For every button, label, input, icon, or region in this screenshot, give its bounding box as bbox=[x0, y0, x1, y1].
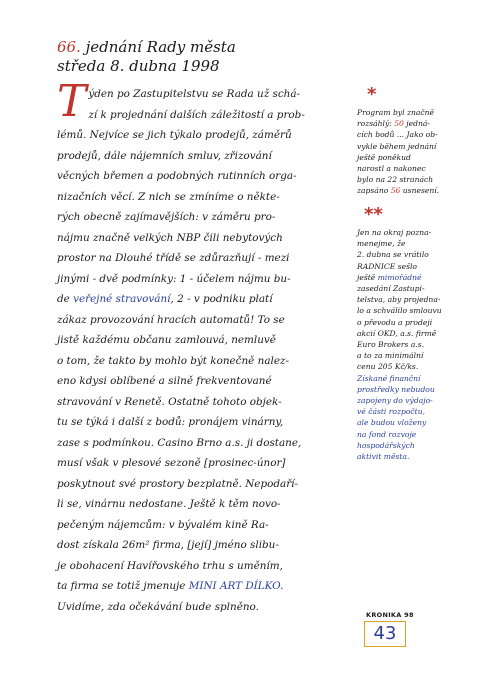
side-note-line bbox=[357, 163, 475, 174]
side-note-highlight: aktivit města. bbox=[357, 452, 410, 462]
side-note-line bbox=[357, 129, 475, 140]
main-text-text: eno kdysi oblíbené a silně frekventované bbox=[57, 375, 272, 387]
main-text-text: dost získala 26m² firma, [její] jméno slibu- bbox=[57, 539, 279, 551]
side-note-line bbox=[357, 227, 475, 238]
main-text-text: li se, vinárnu nedostane. Ještě k těm novo- bbox=[57, 498, 281, 510]
side-note-line bbox=[357, 406, 475, 417]
side-note-extraordinary-session bbox=[357, 227, 475, 462]
main-text-line bbox=[57, 248, 347, 269]
side-note-line bbox=[357, 141, 475, 152]
asterisk-marker-1: * bbox=[367, 84, 377, 105]
side-note-text: bylo na 22 stranách bbox=[357, 175, 434, 185]
side-note-text: usnesení. bbox=[400, 186, 440, 196]
main-text-text: Uvidíme, zda očekávání bude splněno. bbox=[57, 600, 259, 613]
side-note-text: Jen na okraj pozna- bbox=[357, 228, 432, 237]
side-note-line bbox=[357, 384, 475, 395]
side-note-highlight: mimořádné bbox=[377, 272, 422, 282]
side-note-text: RADNICE sešlo bbox=[357, 261, 417, 271]
side-note-line bbox=[357, 238, 475, 249]
side-note-line bbox=[357, 272, 475, 283]
main-text-line bbox=[57, 494, 347, 515]
side-note-line bbox=[357, 305, 475, 316]
side-note-line bbox=[357, 152, 475, 163]
main-text-text: prostor na Dlouhé třídě se zdůrazňují - mezi bbox=[57, 252, 290, 264]
main-text-line bbox=[57, 289, 347, 310]
main-text-text: de bbox=[57, 293, 74, 305]
side-note-line bbox=[357, 417, 475, 428]
main-text-line bbox=[57, 371, 347, 392]
side-note-text: vykle během jednání bbox=[357, 141, 437, 151]
side-note-line bbox=[357, 440, 475, 451]
side-note-highlight: 50 bbox=[394, 119, 404, 129]
main-text-text: o tom, že takto by mohlo být konečně nalez- bbox=[57, 354, 289, 367]
side-note-line bbox=[357, 283, 475, 294]
main-text-line bbox=[57, 535, 347, 556]
side-note-line bbox=[357, 261, 475, 272]
main-text-text: nizačních věcí. Z nich se zmíníme o někte- bbox=[57, 190, 280, 203]
side-note-line bbox=[357, 451, 475, 462]
side-note-text: zasedání Zastupi- bbox=[357, 284, 425, 294]
main-text-line bbox=[57, 166, 347, 187]
side-note-text: narostl a nakonec bbox=[357, 164, 426, 174]
main-text-line bbox=[57, 269, 347, 290]
side-note-line bbox=[357, 317, 475, 328]
main-text-line bbox=[57, 515, 347, 536]
main-text-text: jinými - dvě podmínky: 1 - účelem nájmu bu- bbox=[57, 272, 291, 285]
side-note-text: cenu 205 Kč/ks. bbox=[357, 362, 419, 372]
side-note-highlight: 56 bbox=[390, 186, 401, 196]
main-text-line bbox=[57, 105, 347, 126]
main-text-line bbox=[57, 125, 347, 146]
side-note-highlight: hospodářských bbox=[357, 440, 415, 450]
main-text-line bbox=[57, 351, 347, 372]
main-text-text: je obohacení Havířovského trhu s uměním, bbox=[57, 559, 283, 572]
main-text-text: rých obecně zajímavějších: v záměru pro- bbox=[57, 211, 276, 223]
side-note-text: telstva, aby projedna- bbox=[357, 295, 441, 305]
main-text-line bbox=[57, 84, 347, 105]
meeting-title: jednání Rady města bbox=[80, 38, 236, 56]
main-text-text: lémů. Nejvíce se jich týkalo prodejů, záměrů bbox=[57, 129, 292, 141]
main-text-text: . bbox=[280, 580, 284, 592]
side-note-line bbox=[357, 249, 475, 260]
main-text-text: poskytnout své prostory bezplatně. Nepodaří- bbox=[57, 477, 298, 490]
side-note-line bbox=[357, 174, 475, 185]
side-note-line bbox=[357, 294, 475, 305]
main-text bbox=[57, 76, 347, 617]
page-number: 43 bbox=[364, 621, 406, 647]
main-text-text: nájmu značně velkých NBP čili nebytových bbox=[57, 231, 283, 244]
side-note-highlight: prostředky nebudou bbox=[357, 384, 435, 394]
meeting-date: středa 8. dubna 1998 bbox=[57, 57, 220, 75]
main-text-line bbox=[57, 412, 347, 433]
main-text-text: ýden po Zastupitelstvu se Rada už schá- bbox=[88, 88, 301, 100]
main-text-highlight: veřejné stravování bbox=[73, 293, 171, 305]
main-text-text: prodejů, dále nájemních smluv, zřizování bbox=[57, 149, 272, 162]
chronicle-label: KRONIKA 98 bbox=[366, 611, 414, 619]
side-note-highlight: Získané finanční bbox=[357, 373, 421, 383]
main-text-text: tu se týká i další z bodů: pronájem vinárny, bbox=[57, 416, 284, 428]
side-note-line bbox=[357, 373, 475, 384]
side-note-text: zapsáno bbox=[357, 186, 391, 196]
side-note-text: menejme, že bbox=[357, 239, 406, 249]
side-note-text: akcií OKD, a.s. firmě bbox=[357, 328, 437, 338]
side-note-program bbox=[357, 107, 475, 197]
side-note-text: ještě poněkud bbox=[357, 152, 411, 162]
main-text-text: zákaz provozování hracích automatů! To se bbox=[57, 313, 285, 326]
main-text-text: musí však v plesové sezoně [prosinec-únor] bbox=[57, 457, 286, 469]
main-text-text: ta firma se totiž jmenuje bbox=[57, 580, 189, 592]
side-note-line bbox=[357, 328, 475, 339]
side-note-line bbox=[357, 118, 475, 129]
meeting-number: 66. bbox=[57, 38, 81, 56]
main-text-line bbox=[57, 330, 347, 351]
main-text-text: zí k projednání dalších záležitostí a prob- bbox=[88, 108, 305, 121]
side-note-text: Program byl značně bbox=[357, 108, 434, 117]
main-text-line bbox=[57, 310, 347, 331]
drop-cap: T bbox=[57, 76, 87, 127]
side-note-line bbox=[357, 429, 475, 440]
side-note-line bbox=[357, 339, 475, 350]
side-note-line bbox=[357, 361, 475, 372]
side-note-text: ještě bbox=[357, 272, 378, 282]
main-text-line bbox=[57, 146, 347, 167]
main-text-text: věcných břemen a podobných rutinních orga- bbox=[57, 170, 297, 182]
main-text-highlight: MINI ART DÍLKO bbox=[188, 580, 281, 592]
main-text-line bbox=[57, 453, 347, 474]
side-note-text: jedná- bbox=[403, 119, 430, 129]
main-text-text: , 2 - v podniku platí bbox=[170, 293, 273, 305]
side-note-highlight: ale budou vloženy bbox=[357, 418, 427, 428]
main-text-line bbox=[57, 576, 347, 597]
side-note-line bbox=[357, 185, 475, 196]
main-text-text: zase s podmínkou. Casino Brno a.s. ji dostane, bbox=[57, 436, 302, 449]
side-note-line bbox=[357, 107, 475, 118]
asterisk-marker-2: ** bbox=[364, 204, 383, 225]
main-text-line bbox=[57, 597, 347, 618]
main-text-line bbox=[57, 228, 347, 249]
main-text-line bbox=[57, 187, 347, 208]
side-note-text: Euro Brokers a.s. bbox=[357, 340, 425, 350]
side-note-text: a to za minimální bbox=[357, 351, 424, 361]
side-note-line bbox=[357, 395, 475, 406]
main-text-line bbox=[57, 474, 347, 495]
side-note-highlight: zapojeny do výdajo- bbox=[357, 396, 433, 406]
main-text-line bbox=[57, 556, 347, 577]
side-note-highlight: vé části rozpočtu, bbox=[357, 407, 426, 417]
meeting-heading bbox=[57, 38, 236, 57]
side-note-text: o převodu a prodeji bbox=[357, 317, 433, 327]
main-text-text: stravování v Renetě. Ostatně tohoto objek- bbox=[57, 395, 282, 408]
side-note-text: cích bodů ... Jako ob- bbox=[357, 130, 438, 140]
main-text-line bbox=[57, 392, 347, 413]
side-note-text: rozsáhlý: bbox=[357, 119, 395, 129]
side-note-text: 2. dubna se vrátilo bbox=[357, 250, 429, 260]
main-text-text: pečeným nájemcům: v bývalém kině Ra- bbox=[57, 518, 269, 531]
side-note-text: lo a schválilo smlouvu bbox=[357, 306, 442, 316]
side-note-line bbox=[357, 350, 475, 361]
main-text-line bbox=[57, 433, 347, 454]
main-text-text: jistě každému občanu zamlouvá, nemluvě bbox=[57, 334, 276, 346]
page-title bbox=[57, 38, 236, 76]
side-note-highlight: na fond rozvoje bbox=[357, 429, 417, 439]
main-text-line bbox=[57, 207, 347, 228]
